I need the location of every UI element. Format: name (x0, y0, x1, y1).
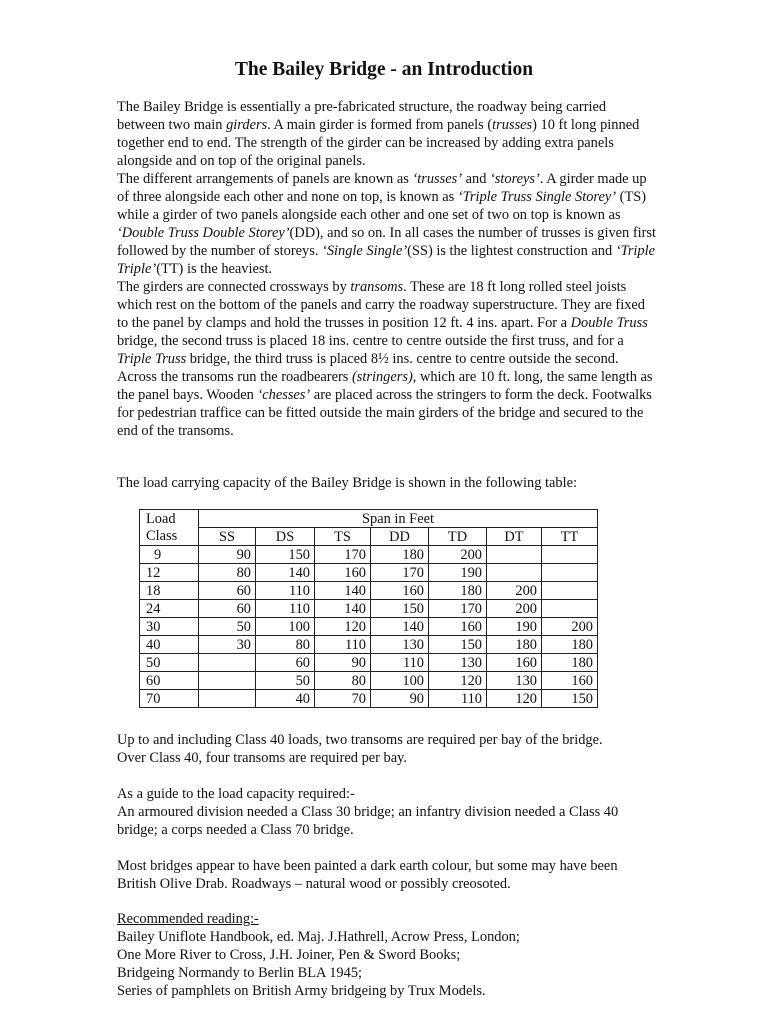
span-value-cell: 90 (315, 654, 371, 672)
table-intro: The load carrying capacity of the Bailey Bridge is shown in the following table: (117, 475, 577, 491)
reading-item: Bailey Uniflote Handbook, ed. Maj. J.Hathrell, Acrow Press, London; (117, 929, 520, 945)
transoms-note (117, 731, 657, 767)
load-class-cell: 18 (140, 582, 199, 600)
text-run: (DD), and so on. In all cases the number of trusses is given first followed by the number of storeys. (117, 225, 657, 259)
guide-note (117, 785, 657, 839)
intro-paragraph-4 (117, 368, 657, 440)
italic-term: Double Truss (570, 315, 648, 331)
span-value-cell: 140 (256, 564, 315, 582)
span-value-cell: 180 (487, 636, 542, 654)
table-row (140, 690, 598, 708)
text-run: The different arrangements of panels are known as (117, 171, 413, 187)
column-header-ts: TS (315, 528, 371, 546)
span-value-cell: 140 (315, 600, 371, 618)
table-row (140, 672, 598, 690)
load-header: Load (140, 510, 199, 528)
column-header-dt: DT (487, 528, 542, 546)
class-header: Class (140, 528, 199, 546)
span-value-cell: 110 (315, 636, 371, 654)
span-value-cell: 150 (542, 690, 598, 708)
span-value-cell: 170 (429, 600, 487, 618)
span-value-cell: 60 (199, 600, 256, 618)
table-row (140, 618, 598, 636)
table-row (140, 600, 598, 618)
column-header-tt: TT (542, 528, 598, 546)
span-value-cell: 170 (371, 564, 429, 582)
span-value-cell: 200 (542, 618, 598, 636)
text-run: bridge, the third truss is placed 8½ ins. centre to centre outside the second. (186, 351, 619, 367)
span-value-cell: 100 (256, 618, 315, 636)
span-value-cell (199, 672, 256, 690)
span-value-cell: 110 (371, 654, 429, 672)
span-value-cell: 70 (315, 690, 371, 708)
italic-term: ‘Triple Truss Single Storey’ (457, 189, 617, 205)
span-value-cell: 110 (429, 690, 487, 708)
intro-section (117, 98, 657, 440)
span-value-cell: 190 (429, 564, 487, 582)
reading-item: Series of pamphlets on British Army bridgeing by Trux Models. (117, 983, 486, 999)
span-value-cell: 50 (199, 618, 256, 636)
load-class-cell: 24 (140, 600, 199, 618)
span-value-cell: 150 (371, 600, 429, 618)
text-run: ) 10 ft long pinned together end to end. The strength of the girder can be increased by adding extra panels alongside and on top of the original panels. (117, 117, 640, 169)
column-header-dd: DD (371, 528, 429, 546)
text-run: The girders are connected crossways by (117, 279, 351, 295)
span-value-cell (542, 600, 598, 618)
span-value-cell: 80 (199, 564, 256, 582)
italic-term: ‘Single Single’ (322, 243, 408, 259)
span-value-cell: 60 (256, 654, 315, 672)
span-value-cell (542, 546, 598, 564)
table-row (140, 546, 598, 564)
reading-heading: Recommended reading:- (117, 911, 259, 927)
guide-text: An armoured division needed a Class 30 bridge; an infantry division needed a Class 40 bridge; a corps needed a Class 70 bridge. (117, 804, 619, 838)
recommended-reading (117, 910, 657, 1000)
italic-term: ‘chesses’ (257, 387, 311, 403)
load-class-cell: 9 (140, 546, 199, 564)
text-run: . These are 18 ft long rolled steel joists which rest on the bottom of the panels and carry the roadway superstructure. They are fixed to the panel by clamps and hold the trusses in position 12 ft. 4 ins. apart. For a (117, 279, 646, 331)
load-class-cell: 70 (140, 690, 199, 708)
column-header-td: TD (429, 528, 487, 546)
span-value-cell: 160 (487, 654, 542, 672)
span-value-cell: 60 (199, 582, 256, 600)
italic-term-girders: girders (226, 117, 268, 133)
text-run: and (462, 171, 490, 187)
italic-term: transoms (350, 279, 404, 295)
load-class-cell: 50 (140, 654, 199, 672)
span-value-cell: 140 (315, 582, 371, 600)
span-value-cell: 120 (487, 690, 542, 708)
span-value-cell (487, 564, 542, 582)
span-value-cell (487, 546, 542, 564)
column-header-ss: SS (199, 528, 256, 546)
guide-heading: As a guide to the load capacity required:- (117, 786, 355, 802)
span-value-cell: 150 (429, 636, 487, 654)
transoms-line: Up to and including Class 40 loads, two transoms are required per bay of the bridge. (117, 732, 603, 748)
span-value-cell: 30 (199, 636, 256, 654)
italic-term: ‘Triple Triple’ (117, 243, 655, 277)
span-value-cell: 90 (199, 546, 256, 564)
text-run: (SS) is the lightest construction and (407, 243, 616, 259)
text-run: . A girder made up of three alongside each other and none on top, is known as (117, 171, 647, 205)
span-value-cell: 200 (487, 582, 542, 600)
span-value-cell: 40 (256, 690, 315, 708)
load-class-cell: 12 (140, 564, 199, 582)
table-header-row (140, 510, 598, 528)
table-row (140, 582, 598, 600)
italic-term: Triple Truss (117, 351, 187, 367)
table-row (140, 654, 598, 672)
span-value-cell: 190 (487, 618, 542, 636)
colour-note: Most bridges appear to have been painted a dark earth colour, but some may have been British Olive Drab. Roadways – natural wood or possibly creosoted. (117, 858, 618, 892)
span-value-cell: 180 (429, 582, 487, 600)
span-value-cell: 100 (371, 672, 429, 690)
text-run: (TS) while a girder of two panels alongside each other and one set of two on top is known as (117, 189, 647, 223)
span-value-cell: 180 (542, 636, 598, 654)
span-value-cell: 160 (315, 564, 371, 582)
text-run: The Bailey Bridge is essentially a pre-fabricated structure, the roadway being carried between two main (117, 99, 607, 133)
span-value-cell: 120 (429, 672, 487, 690)
span-value-cell (542, 582, 598, 600)
span-value-cell: 160 (542, 672, 598, 690)
span-value-cell: 180 (371, 546, 429, 564)
load-capacity-table (139, 509, 598, 708)
intro-paragraph-1 (117, 98, 657, 170)
load-class-cell: 40 (140, 636, 199, 654)
table-row (140, 636, 598, 654)
reading-item: One More River to Cross, J.H. Joiner, Pen & Sword Books; (117, 947, 461, 963)
span-value-cell: 160 (429, 618, 487, 636)
italic-term: (stringers) (351, 369, 413, 385)
load-class-cell: 60 (140, 672, 199, 690)
span-value-cell: 80 (256, 636, 315, 654)
text-run: . A main girder is formed from panels ( (267, 117, 493, 133)
span-value-cell (199, 654, 256, 672)
span-value-cell: 170 (315, 546, 371, 564)
span-value-cell: 200 (429, 546, 487, 564)
span-value-cell: 110 (256, 582, 315, 600)
text-run: , which are 10 ft. long, the same length as the panel bays. Wooden (117, 369, 653, 403)
span-value-cell (542, 564, 598, 582)
span-value-cell: 130 (487, 672, 542, 690)
span-value-cell: 200 (487, 600, 542, 618)
span-value-cell: 120 (315, 618, 371, 636)
italic-term-trusses: trusses (492, 117, 533, 133)
italic-term: ‘storeys’ (490, 171, 540, 187)
italic-term: ‘Double Truss Double Storey’ (117, 225, 290, 241)
table-column-row (140, 528, 598, 546)
span-value-cell: 140 (371, 618, 429, 636)
span-header: Span in Feet (199, 510, 598, 528)
text-run: bridge, the second truss is placed 18 ins. centre to centre outside the first truss, and for a (117, 333, 624, 349)
italic-term: ‘trusses’ (412, 171, 463, 187)
transoms-line: Over Class 40, four transoms are required per bay. (117, 750, 407, 766)
span-value-cell: 80 (315, 672, 371, 690)
page-title: The Bailey Bridge - an Introduction (234, 59, 534, 80)
reading-item: Bridgeing Normandy to Berlin BLA 1945; (117, 965, 363, 981)
span-value-cell: 110 (256, 600, 315, 618)
text-run: are placed across the stringers to form the deck. Footwalks for pedestrian traffice can be fitted outside the main girders of the bridge and secured to the end of the transoms. (117, 387, 652, 439)
span-value-cell: 160 (371, 582, 429, 600)
span-value-cell: 130 (371, 636, 429, 654)
table-row (140, 564, 598, 582)
intro-paragraph-3 (117, 278, 657, 368)
span-value-cell (199, 690, 256, 708)
text-run: Across the transoms run the roadbearers (117, 369, 352, 385)
span-value-cell: 180 (542, 654, 598, 672)
load-class-cell: 30 (140, 618, 199, 636)
column-header-ds: DS (256, 528, 315, 546)
span-value-cell: 90 (371, 690, 429, 708)
span-value-cell: 50 (256, 672, 315, 690)
span-value-cell: 130 (429, 654, 487, 672)
text-run: (TT) is the heaviest. (156, 261, 273, 277)
intro-paragraph-2 (117, 170, 657, 278)
span-value-cell: 150 (256, 546, 315, 564)
